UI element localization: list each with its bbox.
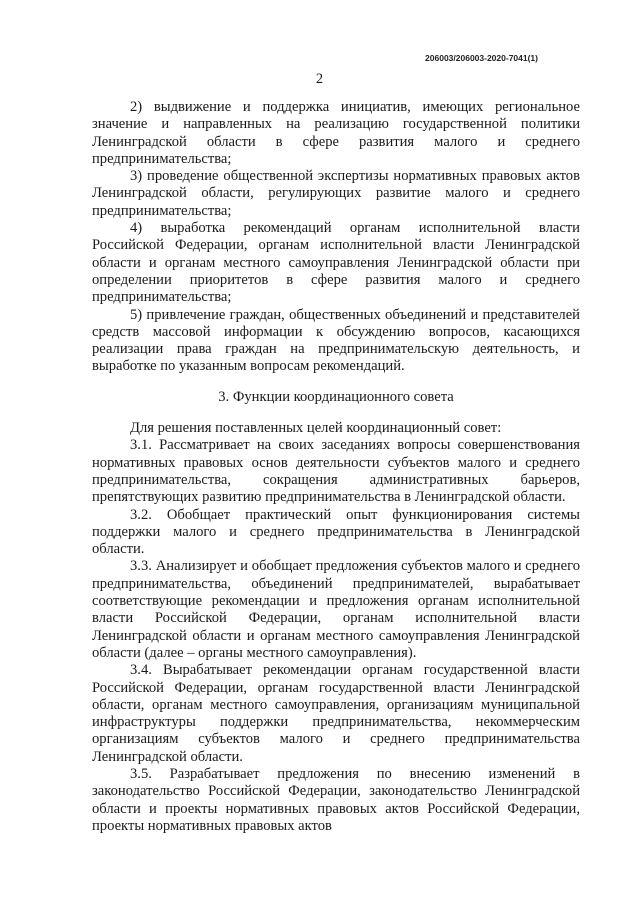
page-number: 2: [315, 71, 324, 87]
section-intro: Для решения поставленных целей координационный совет:: [130, 420, 502, 437]
clause-3-5: 3.5. Разрабатывает предложения по внесению изменений в законодательство Российской Федерации, законодательство Ленинградской области и проекты нормативных правовых актов Российской Федерации, проекты нормативных правовых актов: [92, 765, 580, 834]
clause-3-1: 3.1. Рассматривает на своих заседаниях вопросы совершенствования нормативных правовых основ деятельности субъектов малого и среднего предпринимательства, сокращения административных барьеров, препятствующих развитию предпринимательства в Ленинградской области.: [92, 437, 580, 506]
paragraph-item-3: 3) проведение общественной экспертизы нормативных правовых актов Ленинградской области, регулирующих развитие малого и среднего предпринимательства;: [92, 168, 580, 219]
clause-3-4: 3.4. Вырабатывает рекомендации органам государственной власти Российской Федерации, органам государственной власти Ленинградской области, органам местного самоуправления, организациям муниципальной инфраструктуры поддержки предпринимательства, некоммерческим организациям субъектов малого и среднего предпринимательства Ленинградской области.: [92, 662, 580, 765]
clause-3-2: 3.2. Обобщает практический опыт функционирования системы поддержки малого и среднего предпринимательства в Ленинградской области.: [92, 506, 580, 558]
paragraph-item-4: 4) выработка рекомендаций органам исполнительной власти Российской Федерации, органам исполнительной власти Ленинградской области и органам местного самоуправления Ленинградской области при определении приоритетов в сфере развития малого и среднего предпринимательства;: [92, 220, 580, 306]
paragraph-item-2: 2) выдвижение и поддержка инициатив, имеющих региональное значение и направленных на реализацию государственной политики Ленинградской области в сфере развития малого и среднего предпринимательства;: [92, 99, 580, 167]
clause-3-3: 3.3. Анализирует и обобщает предложения субъектов малого и среднего предпринимательства, объединений предпринимателей, вырабатывает соответствующие рекомендации и предложения органам исполнительной власти Российской Федерации, органам исполнительной власти Ленинградской области и органам местного самоуправления Ленинградской области (далее – органы местного самоуправления).: [92, 558, 580, 661]
document-id: 206003/206003-2020-7041(1): [425, 53, 538, 63]
document-body: [92, 99, 580, 835]
section-heading: 3. Функции координационного совета: [218, 388, 454, 405]
paragraph-item-5: 5) привлечение граждан, общественных объединений и представителей средств массовой информации к обсуждению вопросов, касающихся реализации права граждан на предпринимательскую деятельность, и выработке по указанным вопросам рекомендаций.: [92, 306, 580, 375]
